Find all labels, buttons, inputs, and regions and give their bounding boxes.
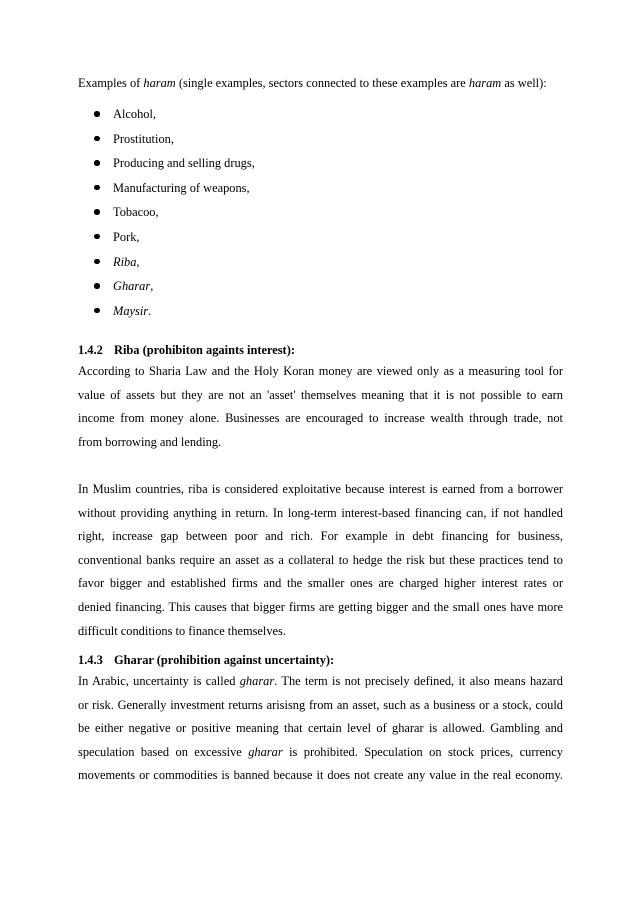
list-item bbox=[78, 106, 255, 131]
list-item bbox=[78, 254, 255, 279]
bullet-icon bbox=[94, 234, 100, 240]
term-gharar: gharar bbox=[248, 744, 283, 759]
bullet-icon bbox=[94, 283, 100, 289]
list-item bbox=[78, 180, 255, 205]
text-run: is prohibited. Speculation on stock prices, currency bbox=[282, 744, 563, 759]
list-item-text: Gharar bbox=[113, 279, 151, 294]
section-title: Riba (prohibiton againts interest): bbox=[114, 343, 295, 357]
list-item bbox=[78, 131, 255, 156]
term-gharar: gharar bbox=[239, 674, 275, 688]
list-item-text: Manufacturing of weapons, bbox=[113, 180, 250, 195]
section-heading-riba bbox=[78, 342, 295, 358]
paragraph-line: without providing anything in return. In long-term interest-based financing can, if not handled bbox=[78, 505, 563, 520]
paragraph-line: In Muslim countries, riba is considered exploitative because interest is earned from a borrower bbox=[78, 482, 563, 496]
riba-paragraph-1 bbox=[78, 360, 563, 454]
list-item-text: Maysir bbox=[113, 303, 149, 318]
list-item-text: Riba bbox=[113, 254, 137, 269]
list-item bbox=[78, 278, 255, 303]
text-run: speculation based on excessive bbox=[78, 744, 249, 759]
list-item-punctuation: , bbox=[150, 279, 154, 294]
paragraph-line: conventional banks require an asset as a collateral to hedge the risk but these practices tend to bbox=[78, 552, 563, 567]
paragraph-line: movements or commodities is banned because it does not create any value in the real economy. bbox=[78, 768, 563, 783]
bullet-icon bbox=[94, 111, 100, 117]
intro-middle: (single examples, sectors connected to these examples are bbox=[175, 76, 469, 90]
paragraph-line: difficult conditions to finance themselves. bbox=[78, 623, 286, 638]
gharar-paragraph bbox=[78, 670, 563, 788]
paragraph-line: or risk. Generally investment returns arisisng from an asset, such as a business or a stock, could bbox=[78, 697, 563, 712]
intro-haram-2: haram bbox=[468, 76, 502, 90]
paragraph-line: value of assets but they are not an 'asset' themselves meaning that it is not possible to earn bbox=[78, 387, 563, 402]
paragraph-line: income from money alone. Businesses are encouraged to increase wealth through trade, not bbox=[78, 411, 563, 426]
list-item bbox=[78, 155, 255, 180]
riba-paragraph-2 bbox=[78, 478, 563, 643]
list-item-text: Alcohol, bbox=[113, 107, 157, 121]
paragraph-line: be either negative or positive meaning that certain level of gharar is allowed. Gambling and bbox=[78, 721, 563, 736]
paragraph-line: According to Sharia Law and the Holy Koran money are viewed only as a measuring tool for bbox=[78, 364, 563, 378]
paragraph-line: right, increase gap between poor and rich. For example in debt financing for business, bbox=[78, 529, 563, 544]
haram-examples-list bbox=[78, 106, 255, 327]
bullet-icon bbox=[94, 136, 100, 142]
paragraph-line: favor bigger and established firms and the smaller ones are charged higher interest rates or bbox=[78, 576, 563, 591]
intro-haram-1: haram bbox=[143, 76, 176, 90]
paragraph-line bbox=[78, 741, 563, 765]
paragraph-line bbox=[78, 670, 563, 694]
list-item-text: Prostitution, bbox=[113, 131, 174, 146]
section-heading-gharar bbox=[78, 652, 334, 668]
text-run: In Arabic, uncertainty is called bbox=[78, 674, 240, 688]
list-item-text: Tobacoo, bbox=[113, 205, 159, 220]
bullet-icon bbox=[94, 209, 100, 215]
text-run: . The term is not precisely defined, it also means hazard bbox=[274, 674, 564, 688]
intro-suffix: as well): bbox=[501, 76, 547, 90]
bullet-icon bbox=[94, 160, 100, 166]
bullet-icon bbox=[94, 259, 100, 265]
paragraph-line: denied financing. This causes that bigger firms are getting bigger and the small ones have more bbox=[78, 599, 563, 614]
list-item-text: Pork, bbox=[113, 229, 140, 244]
list-item-punctuation: , bbox=[136, 254, 140, 269]
paragraph-line: from borrowing and lending. bbox=[78, 434, 222, 449]
section-title: Gharar (prohibition against uncertainty): bbox=[114, 653, 335, 667]
section-number: 1.4.2 bbox=[78, 343, 103, 357]
bullet-icon bbox=[94, 185, 100, 191]
list-item-text: Producing and selling drugs, bbox=[113, 156, 255, 171]
intro-sentence bbox=[78, 75, 598, 91]
intro-prefix: Examples of bbox=[78, 76, 144, 90]
list-item bbox=[78, 303, 255, 328]
list-item-punctuation: . bbox=[148, 303, 152, 318]
list-item bbox=[78, 204, 255, 229]
bullet-icon bbox=[94, 308, 100, 314]
list-item bbox=[78, 229, 255, 254]
section-number: 1.4.3 bbox=[78, 653, 103, 667]
